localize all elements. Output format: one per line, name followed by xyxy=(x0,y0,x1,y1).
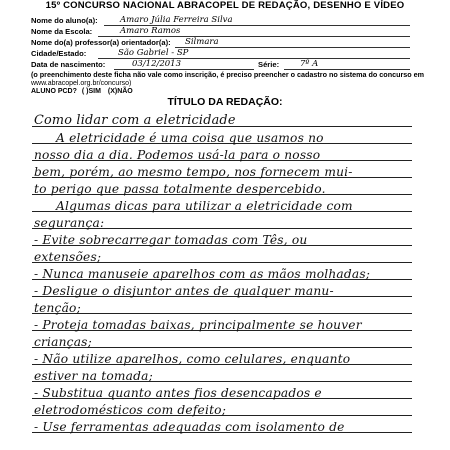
essay-text-line: extensões; xyxy=(34,250,102,264)
essay-text-line: bem, porém, ao mesmo tempo, nos fornecem mui- xyxy=(34,165,353,179)
pcd-label: ALUNO PCD? xyxy=(31,88,77,95)
essay-text-line: - Evite sobrecarregar tomadas com Tês, ou xyxy=(34,233,308,247)
school-name-line xyxy=(98,36,410,37)
serie-value[interactable]: 7º A xyxy=(300,59,319,69)
essay-text-line: segurança: xyxy=(34,216,105,230)
city-state-label: Cidade/Estado: xyxy=(31,49,87,58)
birth-date-label: Data de nascimento: xyxy=(31,60,106,69)
student-name-value[interactable]: Amaro Júlia Ferreira Silva xyxy=(120,15,233,25)
teacher-name-value[interactable]: Silmara xyxy=(185,37,219,47)
school-name-value[interactable]: Amaro Ramos xyxy=(120,26,181,36)
essay-heading: TÍTULO DA REDAÇÃO: xyxy=(167,96,283,108)
essay-text-line: Algumas dicas para utilizar a eletricidade com xyxy=(56,199,353,213)
school-name-label: Nome da Escola: xyxy=(31,27,93,36)
essay-text-line: - Substitua quanto antes fios desencapados e xyxy=(34,386,322,400)
pcd-no-option[interactable]: (X)NÃO xyxy=(107,88,133,95)
essay-text-line: to perigo que passa totalmente despercebido. xyxy=(34,182,326,196)
essay-text-line: estiver na tomada; xyxy=(34,369,153,383)
essay-text-line: - Desligue o disjuntor antes de qualquer manu- xyxy=(34,284,334,298)
registration-url[interactable]: www.abracopel.org.br/concurso) xyxy=(31,80,132,87)
birth-date-value[interactable]: 03/12/2013 xyxy=(132,59,181,69)
teacher-name-line xyxy=(175,47,410,48)
ruled-line xyxy=(32,313,412,314)
essay-text-line: A eletricidade é uma coisa que usamos no xyxy=(56,131,324,145)
contest-title: 15º CONCURSO NACIONAL ABRACOPEL DE REDAÇÃO, DESENHO E VÍDEO xyxy=(45,0,405,11)
essay-text-line: tenção; xyxy=(34,301,81,315)
pcd-yes-option[interactable]: ( )SIM xyxy=(81,88,101,95)
essay-title-line: Como lidar com a eletricidade xyxy=(34,113,236,128)
essay-text-line: - Nunca manuseie aparelhos com as mãos molhadas; xyxy=(34,267,371,281)
registration-note: (o preenchimento deste ficha não vale como inscrição, é preciso preencher o cadastro no sistema do concurso em xyxy=(31,70,425,79)
essay-text-line: - Não utilize aparelhos, como celulares, enquanto xyxy=(34,352,351,366)
serie-label: Série: xyxy=(258,60,280,69)
teacher-name-label: Nome do(a) professor(a) orientador(a): xyxy=(31,38,171,47)
essay-text-line: - Proteja tomadas baixas, principalmente se houver xyxy=(34,318,362,332)
essay-text-line: crianças; xyxy=(34,335,92,349)
student-name-label: Nome do aluno(a): xyxy=(31,16,98,25)
essay-text-line: - Use ferramentas adequadas com isolamento de xyxy=(34,420,345,434)
essay-text-line: nosso dia a dia. Podemos usá-la para o nosso xyxy=(34,148,321,162)
city-state-value[interactable]: São Gabriel - SP xyxy=(118,48,189,58)
pcd-question xyxy=(31,88,133,96)
essay-text-line: eletrodomésticos com defeito; xyxy=(34,403,227,417)
